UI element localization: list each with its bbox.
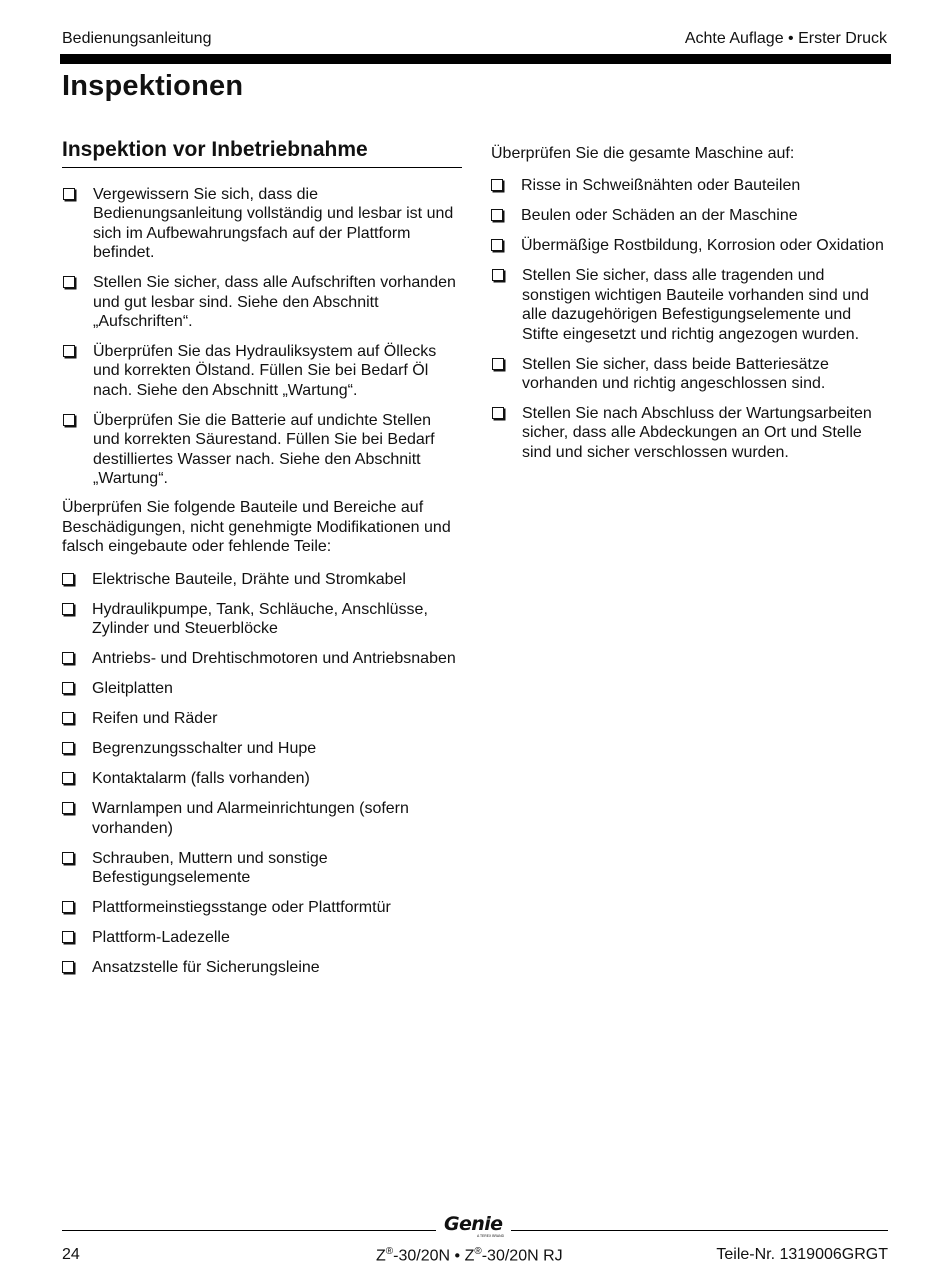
right-column — [491, 144, 891, 462]
checklist-item-text: Stellen Sie sicher, dass beide Batteriesätze vorhanden und richtig angeschlossen sind. — [522, 355, 829, 393]
preliminary-checklist — [62, 185, 462, 488]
model-designation — [376, 1246, 563, 1265]
damage-item-text: Warnlampen und Alarmeinrichtungen (sofern vorhanden) — [92, 800, 409, 837]
damage-item-text: Gleitplatten — [92, 680, 173, 698]
damage-item-text: Begrenzungsschalter und Hupe — [92, 740, 317, 758]
damage-item-text: Antriebs- und Drehtischmotoren und Antriebsnaben — [92, 650, 456, 668]
page-number: 24 — [62, 1246, 80, 1263]
checkbox-icon — [63, 188, 75, 200]
damage-item — [62, 799, 462, 838]
header-document-type: Bedienungsanleitung — [62, 30, 212, 47]
damage-item-text: Plattform-Ladezelle — [92, 928, 230, 946]
checkbox-icon — [62, 931, 74, 943]
checkbox-icon — [62, 712, 74, 724]
machine-intro-paragraph: Überprüfen Sie die gesamte Maschine auf: — [491, 145, 795, 162]
damage-item — [62, 928, 462, 947]
checkbox-icon — [62, 652, 74, 664]
model-part: -30/20N RJ — [481, 1247, 563, 1265]
machine-item — [491, 206, 891, 225]
part-number: Teile-Nr. 1319006GRGT — [716, 1246, 888, 1263]
checklist-item-text: Überprüfen Sie die Batterie auf undichte Stellen und korrekten Säurestand. Füllen Sie bei Bedarf destilliertes Wasser nach. Siehe den Abschnitt „Wartung“. — [93, 411, 435, 488]
checkbox-icon — [62, 901, 74, 913]
checklist-item-text: Stellen Sie nach Abschluss der Wartungsarbeiten sicher, dass alle Abdeckungen an Ort und Stelle sind und sicher verschlossen wurden. — [522, 405, 872, 461]
damage-item-text: Ansatzstelle für Sicherungsleine — [92, 958, 320, 976]
damage-item — [62, 570, 462, 589]
section-title: Inspektion vor Inbetriebnahme — [62, 138, 462, 168]
checklist-item-text: Stellen Sie sicher, dass alle Aufschriften vorhanden und gut lesbar sind. Siehe den Abschnitt „Aufschriften“. — [93, 274, 456, 331]
checklist-item — [491, 266, 891, 344]
damage-item-text: Elektrische Bauteile, Drähte und Stromkabel — [92, 570, 406, 588]
checkbox-icon — [63, 276, 75, 288]
machine-item-text: Risse in Schweißnähten oder Bauteilen — [521, 177, 801, 195]
footer-rule-left — [62, 1230, 436, 1231]
model-part: Z — [376, 1247, 386, 1265]
machine-item-text: Beulen oder Schäden an der Maschine — [521, 207, 798, 225]
checkbox-icon — [492, 358, 504, 370]
checkbox-icon — [62, 603, 74, 615]
registered-mark: ® — [385, 1246, 394, 1257]
checkbox-icon — [63, 414, 75, 426]
left-column — [62, 138, 462, 977]
checklist-item — [62, 273, 462, 331]
damage-item — [62, 739, 462, 758]
checklist-item-text: Vergewissern Sie sich, dass die Bedienungsanleitung vollständig und lesbar ist und sich im Aufbewahrungsfach auf der Plattform befindet. — [93, 186, 454, 262]
damage-item — [62, 769, 462, 788]
machine-item — [491, 236, 891, 255]
model-part: -30/20N • Z — [393, 1247, 475, 1265]
checklist-item-text: Stellen Sie sicher, dass alle tragenden und sonstigen wichtigen Bauteile vorhanden sind und alle dazugehörigen Befestigungselemente und Stifte eingesetzt und richtig angezogen wurden. — [522, 267, 869, 343]
genie-logo-wordmark: Genie — [444, 1213, 503, 1235]
structural-checklist — [491, 266, 891, 462]
damage-item — [62, 600, 462, 639]
checkbox-icon — [491, 239, 503, 251]
machine-checklist — [491, 176, 891, 255]
genie-logo — [441, 1212, 507, 1240]
machine-item — [491, 176, 891, 195]
footer-rule-right — [511, 1230, 888, 1231]
checkbox-icon — [62, 802, 74, 814]
damage-item-text: Hydraulikpumpe, Tank, Schläuche, Anschlüsse, Zylinder und Steuerblöcke — [92, 600, 428, 638]
header-rule — [60, 54, 891, 64]
machine-item-text: Übermäßige Rostbildung, Korrosion oder Oxidation — [521, 237, 884, 255]
damage-intro-paragraph: Überprüfen Sie folgende Bauteile und Bereiche auf Beschädigungen, nicht genehmigte Modifikationen und falsch eingebaute oder fehlende Teile: — [62, 499, 451, 556]
damage-checklist — [62, 570, 462, 978]
genie-logo-tagline: A TEREX BRAND — [477, 1234, 505, 1238]
damage-item-text: Kontaktalarm (falls vorhanden) — [92, 770, 310, 788]
damage-item — [62, 649, 462, 668]
checklist-item — [491, 404, 891, 462]
damage-item — [62, 898, 462, 917]
checkbox-icon — [492, 407, 504, 419]
checkbox-icon — [491, 179, 503, 191]
checkbox-icon — [491, 209, 503, 221]
checkbox-icon — [62, 742, 74, 754]
checklist-item — [491, 355, 891, 394]
checkbox-icon — [63, 345, 75, 357]
registered-mark: ® — [474, 1246, 482, 1257]
checkbox-icon — [62, 682, 74, 694]
checklist-item — [62, 411, 462, 489]
damage-item — [62, 958, 462, 977]
checklist-item — [62, 185, 462, 263]
damage-item-text: Reifen und Räder — [92, 710, 218, 728]
checkbox-icon — [62, 772, 74, 784]
checkbox-icon — [62, 573, 74, 585]
checkbox-icon — [62, 961, 74, 973]
damage-item-text: Schrauben, Muttern und sonstige Befestigungselemente — [92, 849, 328, 886]
checklist-item — [62, 342, 462, 400]
page-title: Inspektionen — [62, 70, 244, 102]
checkbox-icon — [492, 269, 504, 281]
damage-item — [62, 849, 462, 888]
checklist-item-text: Überprüfen Sie das Hydrauliksystem auf Öllecks und korrekten Ölstand. Füllen Sie bei Bedarf Öl nach. Siehe den Abschnitt „Wartung“. — [93, 343, 437, 399]
checkbox-icon — [62, 852, 74, 864]
damage-item — [62, 679, 462, 698]
header-edition: Achte Auflage • Erster Druck — [684, 30, 887, 47]
damage-item — [62, 709, 462, 728]
damage-item-text: Plattformeinstiegsstange oder Plattformtür — [92, 898, 391, 916]
